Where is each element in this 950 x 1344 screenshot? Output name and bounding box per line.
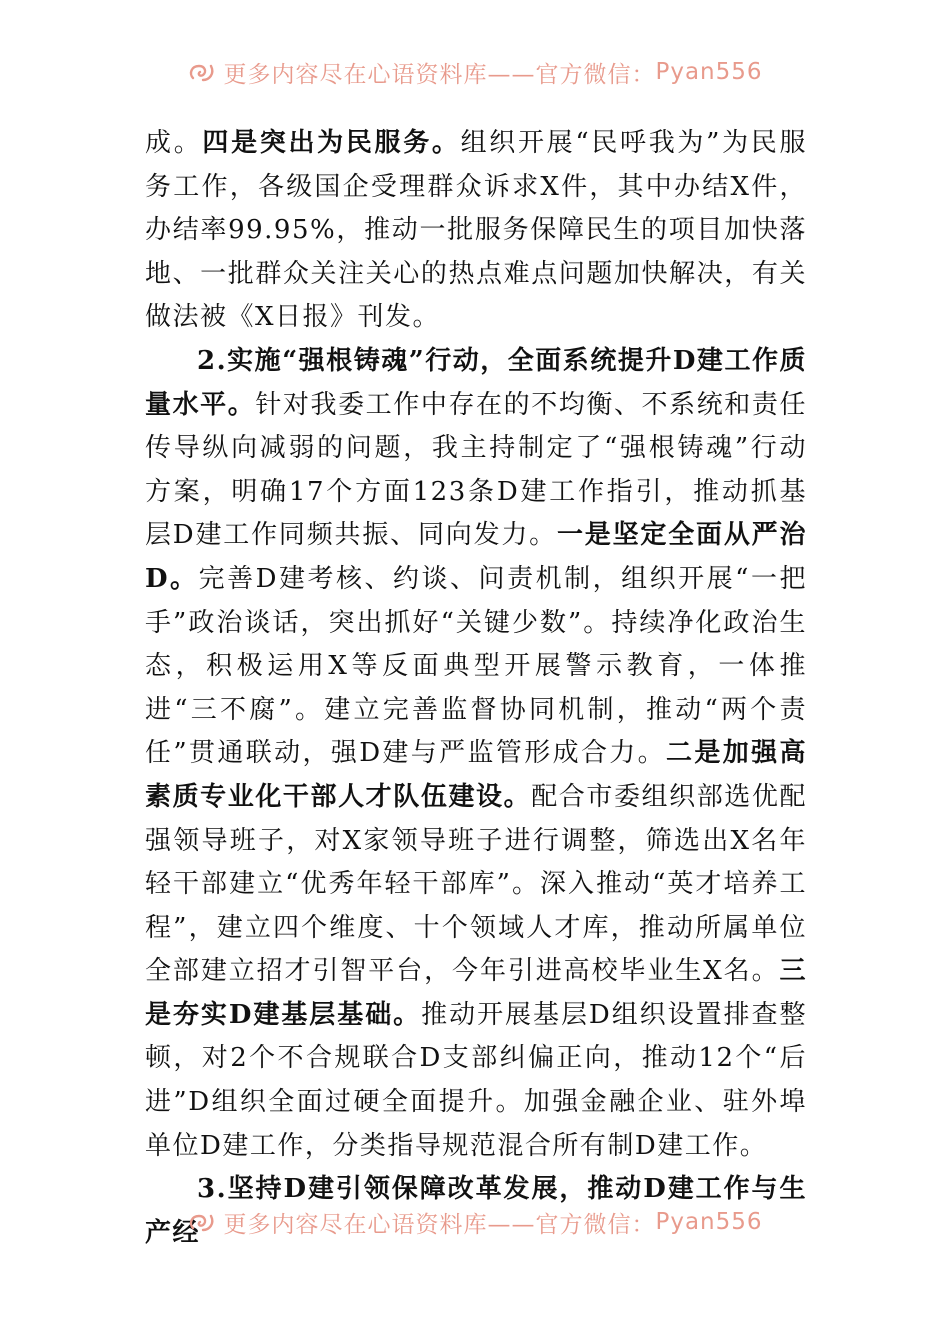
bold-heading-run: 一是坚定全面从严治D。: [145, 520, 807, 594]
watermark-text: 更多内容尽在心语资料库——官方微信：: [223, 61, 656, 88]
text-run: 组织开展“民呼我为”为民服务工作，各级国企受理群众诉求X件，其中办结X件，办结率99.95%，推动一批服务保障民生的项目加快落地、一批群众关注关心的热点难点问题加快解决，有关做法被《X日报》刊发。: [145, 128, 807, 333]
bold-heading-run: 3.坚持D建引领保障改革发展，推动D建工作与生产经: [145, 1174, 807, 1248]
paragraph: [145, 340, 807, 1168]
text-run: 完善D建考核、约谈、问责机制，组织开展“一把手”政治谈话，突出抓好“关键少数”。持续净化政治生态，积极运用X等反面典型开展警示教育，一体推进“三不腐”。建立完善监督协同机制，推动“两个责任”贯通联动，强D建与严监管形成合力。: [145, 563, 807, 769]
text-run: 针对我委工作中存在的不均衡、不系统和责任传导纵向减弱的问题，我主持制定了“强根铸魂”行动方案，明确17个方面123条D建工作指引，推动抓基层D建工作同频共振、同向发力。: [145, 389, 807, 551]
bold-heading-run: 2.实施“强根铸魂”行动，全面系统提升D建工作质量水平。: [145, 345, 807, 420]
bold-heading-run: 三是夯实D建基层基础。: [145, 956, 807, 1030]
watermark-text: 更多内容尽在心语资料库——官方微信：: [223, 1211, 656, 1238]
watermark-footer: [0, 1202, 950, 1242]
watermark-handle: Pyan556: [655, 59, 763, 85]
bold-heading-run: 二是加强高素质专业化干部人才队伍建设。: [145, 738, 807, 812]
paragraph: [145, 122, 807, 340]
document-body: [145, 122, 807, 1255]
bold-heading-run: 四是突出为民服务。: [202, 128, 461, 158]
watermark-handle: Pyan556: [655, 1209, 763, 1235]
watermark-header: [0, 52, 950, 92]
swirl-logo-icon: [187, 1210, 217, 1234]
text-run: 配合市委组织部选优配强领导班子，对X家领导班子进行调整，筛选出X名年轻干部建立“优秀年轻干部库”。深入推动“英才培养工程”，建立四个维度、十个领域人才库，推动所属单位全部建立招才引智平台，今年引进高校毕业生X名。: [145, 781, 807, 987]
text-run: 成。: [145, 128, 203, 158]
text-run: 推动开展基层D组织设置排查整顿，对2个不合规联合D支部纠偏正向，推动12个“后进”D组织全面过硬全面提升。加强金融企业、驻外埠单位D建工作，分类指导规范混合所有制D建工作。: [145, 999, 807, 1161]
swirl-logo-icon: [187, 60, 217, 84]
